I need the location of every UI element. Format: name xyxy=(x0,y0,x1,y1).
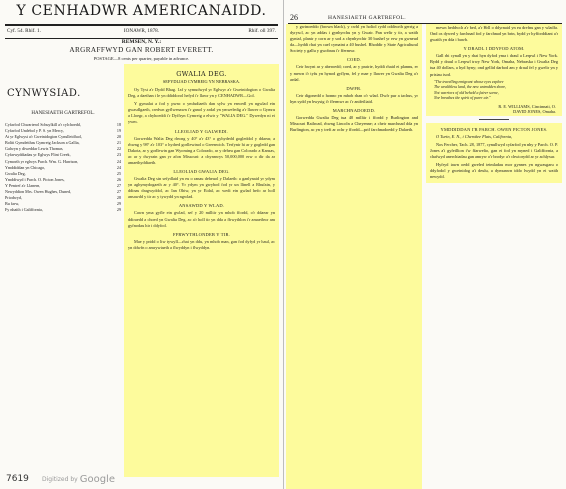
issue-date: IONAWR, 1878. xyxy=(123,28,160,34)
toc-entry-page: 24 xyxy=(116,164,121,170)
section-title: FFRWYTHLONDEB Y TIR. xyxy=(173,231,230,237)
section-title: LLEOLIAD GWALIA DEG. xyxy=(173,169,230,175)
publication-place: REMSEN, N. Y.: xyxy=(121,39,162,45)
letter-place: O Turin, E. N., i Cherokee Flats, California, xyxy=(436,133,513,139)
masthead: Y CENHADWR AMERICANAIDD. xyxy=(16,3,267,19)
contents-title: CYNWYSIAD. xyxy=(7,88,81,99)
toc-entry-title: Ymddiwyd i Parch. O. Picton Jones, xyxy=(5,176,65,182)
toc-entry-page: 20 xyxy=(116,134,121,140)
article-intro: Oy Tyst a'r Dydd Bhag. 1af y symudwyd yr Eglwyr a'r Gweinidogion o Gwalia Deg, a daethan i le yn ddiddorol hefyd i'r llawr yn y CENHADWR—Gol. xyxy=(128,87,275,99)
toc-entry-page: 19 xyxy=(116,128,121,134)
toc-entry-page: 23 xyxy=(116,152,121,158)
contents-list xyxy=(5,122,121,213)
toc-entry-title: Fy nhaith i Galiffornia, xyxy=(5,207,43,213)
running-head-title: HANESIAETH GARTREFOL. xyxy=(328,15,407,21)
column-paragraph: Ceir digonedd o honno yn mhob rhan o'r wlad. Dwfr pur a iachus, yr hyn sydd yn bwysig i'r ffermwr ac i'r anifeiliaid. xyxy=(290,92,418,104)
toc-entry-page: 28 xyxy=(116,195,121,201)
contents-column xyxy=(5,64,121,213)
highlighted-passage xyxy=(426,123,562,184)
toc-entry-title: Galwyn y diweddar Lewis Thomas, xyxy=(5,146,64,152)
publication-printer: ARGRAFFWYD GAN ROBERT EVERETT. xyxy=(69,46,214,54)
column-paragraph: Gall rhi cynall yn y rhai hyn dyfod yma i draul a Lerpwl i New York. Bydd y draul o Lerpwl trwy New York, Omaha, Nebraska i Gwalia Deg tua 40 dollars, a hyd hyny; ond gellid darbod am y draul fel y gwelir yn y prisiau isod. xyxy=(430,53,558,77)
section-title: MARCHNADOEDD. xyxy=(332,107,376,113)
poem-quote: "The travelling emigrant whose eyes explore The wealthless land, the new untrodden shore, Not warriors of old beheld a fairer scene, Nor breathes the spirit of purer air." xyxy=(434,79,507,101)
toc-entry-title: Priodwyd, xyxy=(5,195,22,201)
toc-entry-title: Boliti Gymdeithas Gymreig Jackson a Gallia, xyxy=(5,140,80,146)
article-paragraph: Y gymalat a fod y pwnc o ymfudiaeth dan sylw yn enwedl yn ngwlad ein gwasdlgaeth, credwn gyflwenawn i'r ganol y ardal yn ymweledig a'r llawer o Gymru a Lloegr, a chyhoeddi i'r Dyffryn Cymreig a elwir y "WALIA DEG." Dywedyn ni ei ywm. xyxy=(128,101,275,125)
section-title: YMDDIDDAN I'R PARCH. OWEN PICTON JONES. xyxy=(440,126,548,132)
article-paragraph: Gwalia Deg sin sefydlaid yn eu o ranau deheuol y Dalaeth: a ganlynaid yr ydym yn aghymydogaeth ar y 40°. Yr ydym yn gwybod fod yr un llinell a Rhufain, y ddinas dragwyddol, ac Ian Ohiw, yn yr Eidal, ac wedi ein gwlad hefo ar holl ansawdd y tir ac y tywydd yn ngwlad. xyxy=(128,176,275,200)
toc-entry-title: Cymorth yr eglwys Parch. Wm. G. Harrison, xyxy=(5,158,79,164)
toc-entry-page: 29 xyxy=(116,201,121,207)
google-watermark xyxy=(42,474,115,485)
section-title: LLEOLIAD Y GALWEDI. xyxy=(175,128,228,134)
postage-notice: POSTAGE—8 cents per quarter, payable in advance. xyxy=(93,56,190,61)
toc-entry-title: Cyfarfod Chwarterol Schuylkill a'r cylchoedd, xyxy=(5,122,81,127)
toc-entry-page: 24 xyxy=(116,158,121,164)
column-paragraph: Nos Fercher, Tach. 28, 1877, cynullwyd cyfarfod yn nhy y Parch. O. P. Jones a'i gyfeillion i'w ffarwelio, gan ei fod yn myned i Galiffornia, a chafwyd anerchiadau gan amryw o'r brodyr a'r chwiorydd ar yr achlysur. xyxy=(430,141,558,159)
page-number: 26 xyxy=(290,13,298,22)
issue-whole-number: Rhif. oll 397. xyxy=(248,28,276,34)
toc-entry-page: 27 xyxy=(116,189,121,195)
column-paragraph: y gwinoeddo (brown black), y cwbl yn holiol rydd oddiwrth gerrig a dyryscl, ac yn addas i gynhyrchu yn y Gwair. Pan welir y tir, a waith gyntaf, planir y corn ar y sod a chynhyrchir 30 bushel yr erw yn gwneud da—hyddi rhai yn cael cymaint a 40 bushel. Rhoddir y State Agricultural Society y gallu y gwobrau i'r ffermwr. xyxy=(290,24,418,54)
toc-entry-page: 22 xyxy=(116,146,121,152)
toc-entry-title: Ymddiddan yn Chicago, xyxy=(5,164,46,170)
section-title: ANSAWDD Y WLAD. xyxy=(178,203,225,209)
column-paragraph: Hyfryd iawn oedd gweled teimladau mor gynnes yn ngwasgaru o ddyfodol y gweinidog a'i deulu, a dymunwn iddo lwydd yn ei waith newydd. xyxy=(430,162,558,180)
article-paragraph: Gorwedda Walia Deg rhwng y 40° a'r 43° o gyhydedd gogleddol y ddaear, a rhwng y 98° a'r 103° o hydred gorllewinol o Greenwich. Terfynir hi ar y gogledd gan Dakota, ar y gorllewin gan Wyoming a Colorado, ar y deheu gan Colorado a Kansas, ac ar y dwyrain gan yr afon Missouri: a chynnwys 50,000,000 erw o dir da ar amaethyddiaeth. xyxy=(128,135,275,165)
section-title: Y DRADL I DDYFOD ATOM. xyxy=(463,46,525,52)
column-paragraph: Gorwedda Gwalia Deg tua 40 milltir i ffordd y Burlington and Missouri Railroad, rhwng Lincoln a Cheyenne; a cheir marchnad dda yn Burlington, ac yn y trefi ar ochr y ffordd—prif farchnadoedd y Dalaeth. xyxy=(290,114,418,133)
toc-entry-title: Gwalia Deg, xyxy=(5,170,26,176)
column-paragraph: mewn heddwch a'r bed, a'r Hrll o ddyrnaid yn eu drefnu gan y wladfa. Ond os dywed y farchnad fod y farchnad yn brin, bydd yr hyfforddiant a'r gwaith yn dda i bawb. xyxy=(430,25,558,43)
right-column-1 xyxy=(286,24,422,489)
toc-entry-page: 26 xyxy=(116,176,121,182)
right-column-2 xyxy=(426,24,562,489)
highlighted-article xyxy=(124,64,279,477)
contents-subtitle: HANESIAETH GARTREFOL. xyxy=(31,111,95,116)
toc-entry-title: Cyfarfod Undebol y P. S. yn Mercy, xyxy=(5,128,64,134)
watermark-brand: Google xyxy=(79,474,115,485)
article-paragraph: Mae y pridd o liw tywyll—rhai yn ddu, yn mhob man, gan fod dyfyd yr haul, ac yn ddwfn o amrywiaeth a flwyddyn i flwyddyn. xyxy=(128,238,275,250)
toc-entry-title: Y Pentref a'r Llanern, xyxy=(5,182,41,188)
issue-line xyxy=(5,24,278,39)
toc-entry-page: 29 xyxy=(116,207,121,213)
toc-entry xyxy=(5,207,121,213)
toc-entry-title: At yr Eglwysi a'r Gweinidogion Cynulleidfaol, xyxy=(5,134,82,140)
divider xyxy=(479,119,509,120)
watermark-prefix: Digitized by xyxy=(42,475,78,483)
toc-entry-page: 25 xyxy=(116,170,121,176)
scan-page-id: 7619 xyxy=(6,474,29,484)
article-subheading: SEFYDLIAD CYMREIG YN NEBRASKA. xyxy=(162,79,241,84)
article-paragraph: Cawn yma gyfle ein gwlad, sef y 20 milltir yn mhob ffordd, o'r ddaear yn ddiraedd a choed yn Gwalia Deg, ac a'r holl tir yn dda a ffrwythlon i'r amaethwr am gyfnodau hir i ddyfod. xyxy=(128,210,275,228)
section-title: DWFR. xyxy=(346,85,362,91)
article-heading: GWALIA DEG. xyxy=(176,70,227,78)
issue-volume: Cyf. 54. Rhif. 1. xyxy=(7,28,41,34)
toc-entry-page: 21 xyxy=(116,140,121,146)
toc-entry-page: 18 xyxy=(116,122,121,127)
toc-entry-title: Cyfarwyddiadau yr Eglwys Flint Creek, xyxy=(5,152,71,158)
right-page xyxy=(284,0,566,489)
column-paragraph: Ceir hwynt ar y aberoedd; coed, ar y prairie, hyddi rhaid ei plannu, er y mewn i'r tyfu yn hynod gyflym, fel y mae y llawer yn Gwalia Deg a'r ardal. xyxy=(290,64,418,82)
highlighted-passage xyxy=(426,24,562,116)
toc-entry-title: Bu farw, xyxy=(5,201,20,207)
toc-entry-page: 27 xyxy=(116,182,121,188)
toc-entry-title: Newyddion Mrs. Owen Hughes, Duned, xyxy=(5,189,72,195)
section-title: COED. xyxy=(346,57,362,63)
signature: R. E. WILLIAMS, Cincinnati, O. DAVID JONES, Omaha. xyxy=(498,103,556,114)
running-header xyxy=(288,14,562,24)
